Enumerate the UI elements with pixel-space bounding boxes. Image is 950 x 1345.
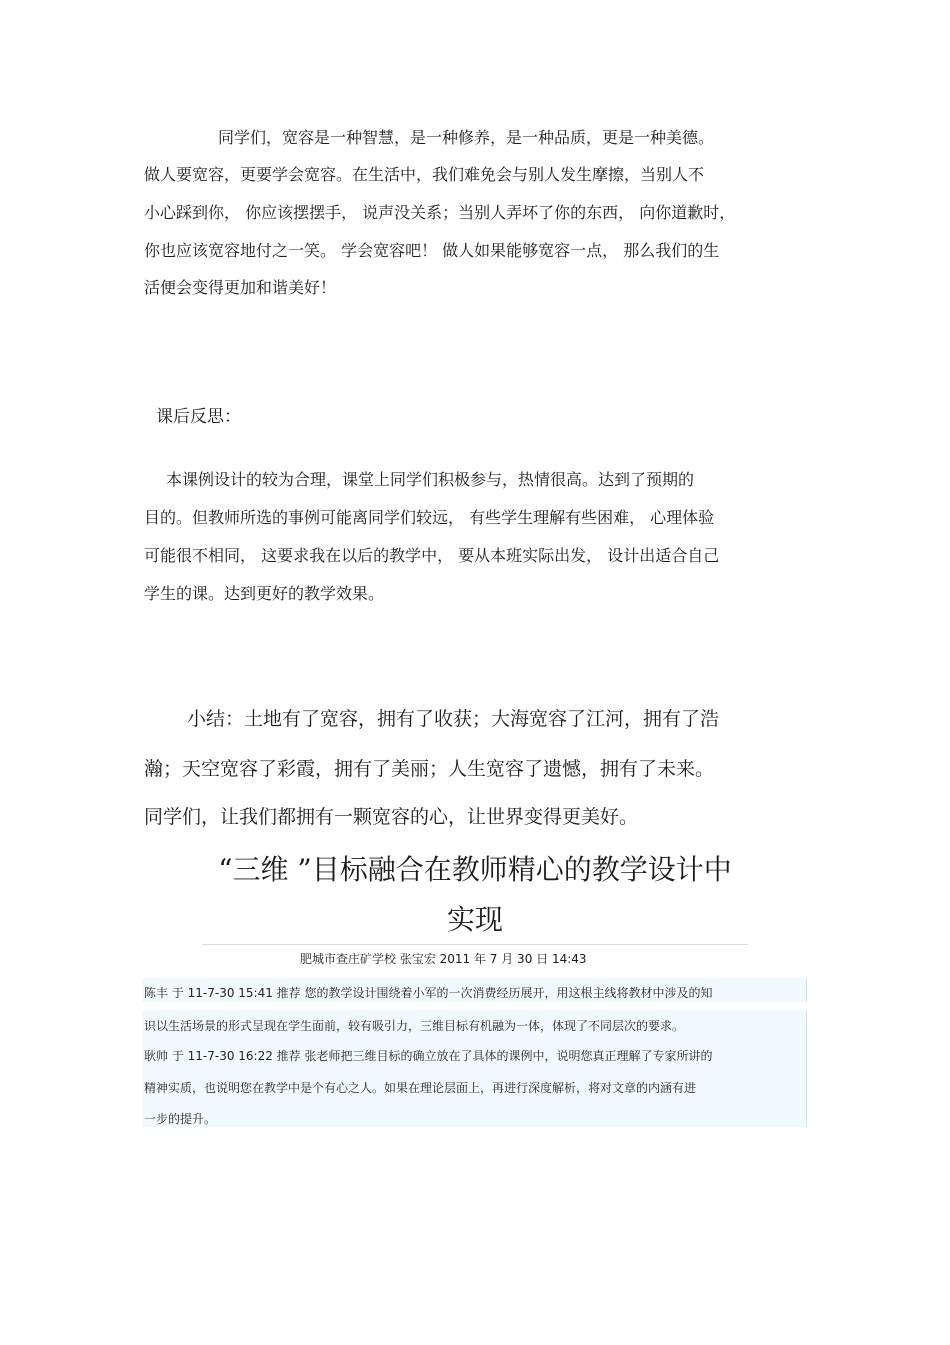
summary-line: 小结：土地有了宽容，拥有了收获；大海宽容了江河，拥有了浩: [187, 708, 720, 730]
intro-line: 小心踩到你， 你应该摆摆手， 说声没关系；当别人弄坏了你的东西， 向你道歉时，: [144, 203, 736, 222]
comment-line: 陈丰 于 11-7-30 15:41 推荐 您的教学设计围绕着小军的一次消费经历展开，用这根主线将教材中涉及的知: [144, 986, 713, 1000]
reflection-line: 目的。但教师所选的事例可能离同学们较远， 有些学生理解有些困难， 心理体验: [144, 508, 715, 527]
title-divider: [202, 944, 748, 945]
comment-line: 一步的提升。: [144, 1112, 217, 1126]
reflection-line: 本课例设计的较为合理，课堂上同学们积极参与，热情很高。达到了预期的: [166, 470, 695, 489]
comment-box: [142, 978, 807, 1002]
intro-line: 活便会变得更加和谐美好！: [144, 278, 337, 297]
article-title-continued: 实现: [446, 903, 503, 936]
article-byline: 肥城市查庄矿学校 张宝宏 2011 年 7 月 30 日 14:43: [300, 952, 587, 966]
comment-line: 精神实质，也说明您在教学中是个有心之人。如果在理论层面上，再进行深度解析，将对文章的内涵有进: [144, 1081, 697, 1095]
article-title: “三维 ”目标融合在教师精心的教学设计中: [218, 853, 732, 886]
reflection-line: 可能很不相同， 这要求我在以后的教学中， 要从本班实际出发， 设计出适合自己: [144, 546, 720, 565]
comment-line: 识以生活场景的形式呈现在学生面前，较有吸引力，三维目标有机融为一体，体现了不同层次的要求。: [144, 1019, 685, 1033]
summary-line: 同学们，让我们都拥有一颗宽容的心，让世界变得更美好。: [144, 806, 639, 828]
summary-line: 瀚；天空宽容了彩霞，拥有了美丽；人生宽容了遗憾，拥有了未来。: [144, 758, 715, 780]
intro-line: 你也应该宽容地付之一笑。 学会宽容吧！ 做人如果能够宽容一点， 那么我们的生: [144, 241, 720, 260]
intro-line: 做人要宽容，更要学会宽容。在生活中，我们难免会与别人发生摩擦，当别人不: [144, 165, 705, 184]
comment-line: 耿帅 于 11-7-30 16:22 推荐 张老师把三维目标的确立放在了具体的课例中，说明您真正理解了专家所讲的: [144, 1049, 713, 1063]
reflection-heading: 课后反思：: [156, 407, 241, 427]
comment-box: [142, 1010, 807, 1127]
reflection-line: 学生的课。达到更好的教学效果。: [144, 584, 385, 603]
intro-line: 同学们，宽容是一种智慧，是一种修养，是一种品质，更是一种美德。: [218, 128, 715, 147]
